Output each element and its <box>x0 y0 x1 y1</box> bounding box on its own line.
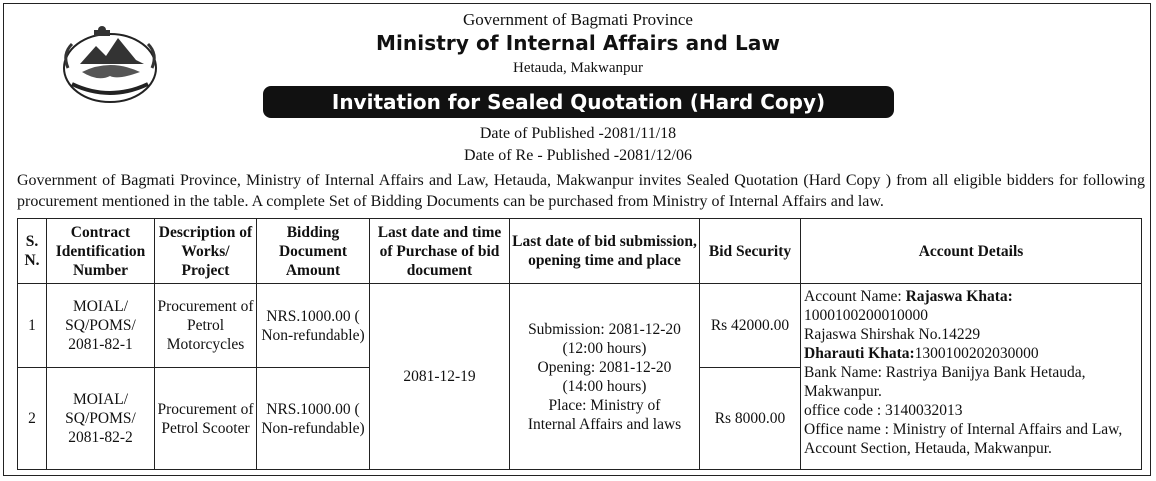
row-sn: 1 <box>18 284 47 368</box>
account-name-label: Account Name: <box>804 288 906 305</box>
row-bid-security: Rs 42000.00 <box>700 284 801 368</box>
submission-details <box>510 284 700 470</box>
row-bid-security: Rs 8000.00 <box>700 368 801 470</box>
account-name-line <box>804 287 1138 306</box>
dharauti-line <box>804 344 1138 363</box>
government-name: Government of Bagmati Province <box>463 10 693 29</box>
account-name-value: Rajaswa Khata: <box>905 288 1013 305</box>
intro-paragraph: Government of Bagmati Province, Ministry of Internal Affairs and Law, Hetauda, Makwanpur invites Sealed Quotation (Hard Copy ) from all eligible bidders for following procurement mentioned in the table. A complete Set of Bidding Documents can be purchased from Ministry of Internal Affairs and law. <box>17 172 1145 210</box>
submission-line: Place: Ministry of <box>548 396 661 414</box>
republished-date: Date of Re - Published -2081/12/06 <box>464 147 692 164</box>
submission-line: Opening: 2081-12-20 <box>537 358 672 376</box>
header-submission: Last date of bid submission, opening time and place <box>510 219 700 284</box>
submission-line: Submission: 2081-12-20 <box>528 320 681 338</box>
header-sn: S. N. <box>18 219 47 284</box>
table-header-row <box>18 219 1142 284</box>
row-description: Procurement of Petrol Motorcycles <box>155 284 257 368</box>
submission-line: (12:00 hours) <box>562 339 647 357</box>
row-doc-amount: NRS.1000.00 ( Non-refundable) <box>257 368 370 470</box>
published-date: Date of Published -2081/11/18 <box>479 125 677 142</box>
dharauti-label: Dharauti Khata: <box>804 345 915 362</box>
bank-name: Bank Name: Rastriya Banijya Bank Hetauda, Makwanpur. <box>804 364 1086 400</box>
header-contract-id: Contract Identification Number <box>47 219 155 284</box>
header-description: Description of Works/ Project <box>155 219 257 284</box>
account-details <box>801 284 1142 470</box>
submission-line: Internal Affairs and laws <box>527 415 682 433</box>
row-contract-id: MOIAL/ SQ/POMS/ 2081-82-1 <box>47 284 155 368</box>
row-doc-amount: NRS.1000.00 ( Non-refundable) <box>257 284 370 368</box>
header-account-details: Account Details <box>801 219 1142 284</box>
submission-line: (14:00 hours) <box>562 377 647 395</box>
account-number: 1000100200010000 <box>804 307 928 324</box>
account-shirshak: Rajaswa Shirshak No.14229 <box>804 326 981 343</box>
table-row <box>18 284 1142 368</box>
header-doc-amount: Bidding Document Amount <box>257 219 370 284</box>
row-sn: 2 <box>18 368 47 470</box>
quotation-table <box>17 218 1142 470</box>
header-bid-security: Bid Security <box>700 219 801 284</box>
ministry-location: Hetauda, Makwanpur <box>513 60 643 76</box>
ministry-name: Ministry of Internal Affairs and Law <box>375 31 781 55</box>
dharauti-value: 1300100202030000 <box>914 345 1039 362</box>
purchase-deadline: 2081-12-19 <box>370 284 510 470</box>
row-description: Procurement of Petrol Scooter <box>155 368 257 470</box>
row-contract-id: MOIAL/ SQ/POMS/ 2081-82-2 <box>47 368 155 470</box>
notice-title-banner: Invitation for Sealed Quotation (Hard Copy) <box>263 86 894 118</box>
header-purchase-deadline: Last date and time of Purchase of bid document <box>370 219 510 284</box>
office-name: Office name : Ministry of Internal Affairs and Law, Account Section, Hetauda, Makwanpur. <box>804 421 1123 457</box>
office-code: office code : 3140032013 <box>804 402 963 419</box>
